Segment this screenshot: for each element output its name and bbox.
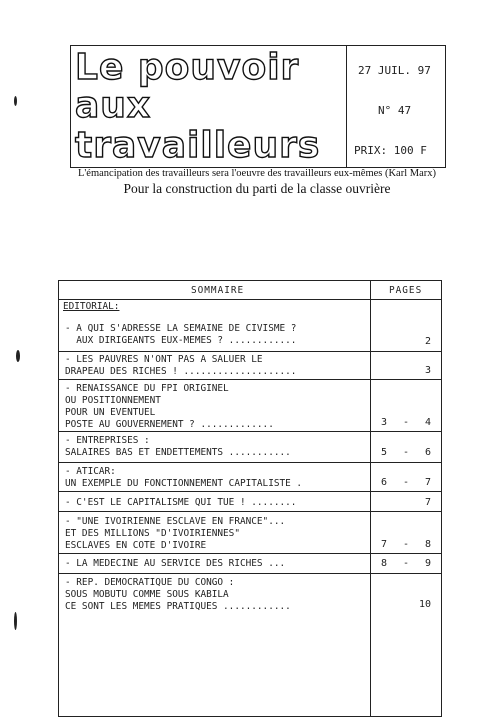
toc-entry: - "UNE IVOIRIENNE ESCLAVE EN FRANCE"... ET DES MILLIONS "D'IVOIRIENNES" ESCLAVES EN COTE D'IVOIRE [65,516,286,551]
page-range-dash: - [403,477,410,488]
page-number-start: 7 [381,539,388,550]
issue-date: 27 JUIL. 97 [358,64,431,77]
page-range-dash: - [403,539,410,550]
entry-rule [59,431,441,432]
issue-number: N° 47 [378,104,412,117]
page-number-end: 7 [425,477,432,488]
issue-price: PRIX: 100 F [354,144,427,157]
toc-entry: - ENTREPRISES : SALAIRES BAS ET ENDETTEMENTS ........... [65,435,291,458]
page-number: 2 [425,336,432,347]
scan-mark [14,96,17,106]
header-rule [59,299,441,300]
entry-rule [59,351,441,352]
entry-rule [59,553,441,554]
toc-entry: - RENAISSANCE DU FPI ORIGINEL OU POSITIONNEMENT POUR UN EVENTUEL POSTE AU GOUVERNEMENT ? ............. [65,383,274,430]
toc-entry: - ATICAR: UN EXEMPLE DU FONCTIONNEMENT CAPITALISTE . [65,466,303,489]
pages-column-divider [370,281,371,716]
page-number: 7 [425,497,432,508]
entry-rule [59,573,441,574]
page-number-end: 6 [425,447,432,458]
section-editorial: EDITORIAL: [63,301,120,312]
toc-entry: - LES PAUVRES N'ONT PAS A SALUER LE DRAPEAU DES RICHES ! .................... [65,354,297,377]
entry-rule [59,491,441,492]
toc-entry: - REP. DEMOCRATIQUE DU CONGO : SOUS MOBUTU COMME SOUS KABILA CE SONT LES MEMES PRATIQUES ............ [65,577,291,612]
page-number-start: 5 [381,447,388,458]
entry-rule [59,511,441,512]
page-number-end: 4 [425,417,432,428]
toc-entry: - C'EST LE CAPITALISME QUI TUE ! ........ [65,497,297,508]
entry-rule [59,462,441,463]
tagline: L'émancipation des travailleurs sera l'oeuvre des travailleurs eux-mêmes (Karl Marx) [77,168,436,179]
page-number-start: 8 [381,558,388,569]
page-range-dash: - [403,447,410,458]
table-of-contents [58,280,442,717]
pages-header: PAGES [389,285,423,296]
page-number: 3 [425,365,432,376]
scan-mark [16,350,20,362]
masthead [70,45,446,168]
page-number-start: 3 [381,417,388,428]
page-range-dash: - [403,558,410,569]
toc-header: SOMMAIRE [191,285,245,296]
scan-mark [14,612,17,630]
page-range-dash: - [403,417,410,428]
page-number-end: 8 [425,539,432,550]
page-number-start: 6 [381,477,388,488]
toc-entry: - LA MEDECINE AU SERVICE DES RICHES ... [65,558,286,569]
masthead-title-line-2: aux [75,85,152,126]
masthead-title-line-3: travailleurs [75,125,321,166]
masthead-title-line-1: Le pouvoir [75,47,300,88]
page-number-end: 9 [425,558,432,569]
subtitle: Pour la construction du parti de la classe ouvrière [123,181,391,196]
toc-entry: - A QUI S'ADRESSE LA SEMAINE DE CIVISME ? AUX DIRIGEANTS EUX-MEMES ? ............ [65,323,297,346]
masthead-divider [346,46,347,167]
entry-rule [59,379,441,380]
page-number: 10 [419,599,432,610]
